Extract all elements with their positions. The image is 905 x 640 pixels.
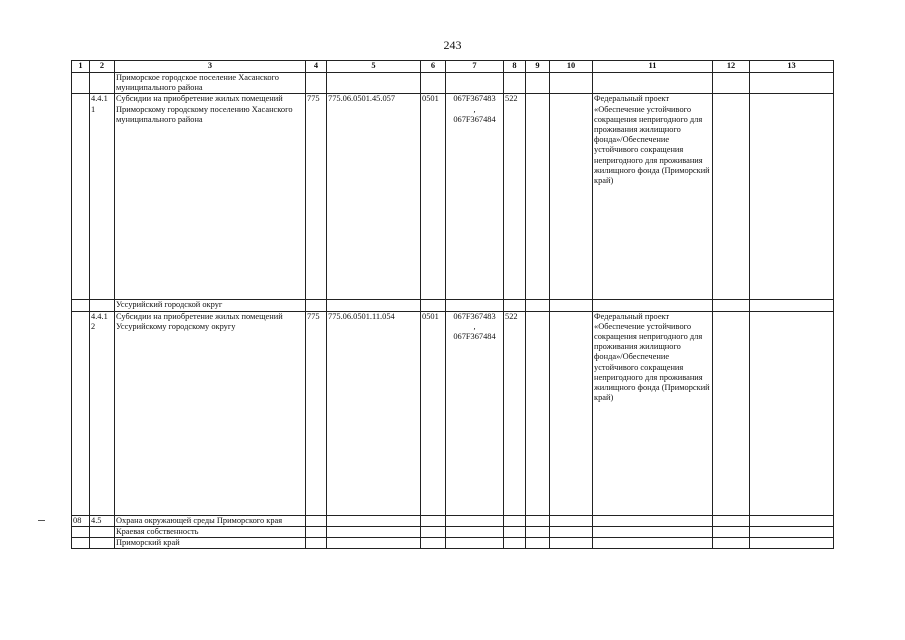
table-cell — [90, 300, 115, 311]
table-cell — [327, 538, 421, 549]
table-cell — [72, 311, 90, 515]
table-cell — [750, 311, 834, 515]
table-cell — [504, 300, 526, 311]
header-cell: 8 — [504, 61, 526, 73]
table-cell: 775.06.0501.11.054 — [327, 311, 421, 515]
table-cell — [750, 515, 834, 526]
table-cell — [72, 538, 90, 549]
table-row — [72, 300, 834, 311]
table-cell — [550, 300, 593, 311]
table-cell: Федеральный проект «Обеспечение устойчивого сокращения непригодного для проживания жилищного фонда»/Обеспечение устойчивого сокращения непригодного для проживания жилищного фонда (Приморский край) — [593, 94, 713, 300]
table-cell — [421, 526, 446, 537]
table-cell — [713, 73, 750, 94]
table-cell — [550, 73, 593, 94]
table-cell — [72, 526, 90, 537]
table-cell: 522 — [504, 311, 526, 515]
table-cell — [306, 538, 327, 549]
header-row — [72, 61, 834, 73]
table-cell: 4.4.1 1 — [90, 94, 115, 300]
table-cell — [713, 300, 750, 311]
table-cell — [750, 526, 834, 537]
table-cell: 4.4.1 2 — [90, 311, 115, 515]
table-cell — [90, 73, 115, 94]
table-cell — [593, 538, 713, 549]
table-cell — [327, 73, 421, 94]
table-row — [72, 515, 834, 526]
table-cell — [593, 515, 713, 526]
table-cell — [526, 538, 550, 549]
header-cell: 6 — [421, 61, 446, 73]
table-cell — [713, 538, 750, 549]
table-row — [72, 538, 834, 549]
table-cell: Субсидии на приобретение жилых помещений Уссурийскому городскому округу — [115, 311, 306, 515]
table-row — [72, 526, 834, 537]
table-cell — [327, 515, 421, 526]
table-cell — [421, 73, 446, 94]
table-cell: Федеральный проект «Обеспечение устойчивого сокращения непригодного для проживания жилищного фонда»/Обеспечение устойчивого сокращения непригодного для проживания жилищного фонда (Приморский край) — [593, 311, 713, 515]
header-cell: 5 — [327, 61, 421, 73]
margin-mark — [38, 520, 45, 521]
table-cell — [750, 300, 834, 311]
table-cell: Охрана окружающей среды Приморского края — [115, 515, 306, 526]
table-cell — [327, 526, 421, 537]
page-number: 243 — [443, 38, 462, 52]
table-cell: 0501 — [421, 94, 446, 300]
table-cell — [421, 538, 446, 549]
table-cell: Приморское городское поселение Хасанского муниципального района — [115, 73, 306, 94]
table-cell — [421, 515, 446, 526]
table-cell — [446, 515, 504, 526]
table-cell: 775 — [306, 311, 327, 515]
table-cell — [526, 300, 550, 311]
table-cell — [327, 300, 421, 311]
table-cell — [306, 526, 327, 537]
table-cell — [421, 300, 446, 311]
table-cell: 775 — [306, 94, 327, 300]
table-cell — [504, 538, 526, 549]
table-cell — [504, 515, 526, 526]
table-cell — [550, 526, 593, 537]
table-cell — [306, 515, 327, 526]
table-cell — [550, 311, 593, 515]
table-cell — [446, 300, 504, 311]
table-cell — [750, 538, 834, 549]
header-cell: 1 — [72, 61, 90, 73]
header-cell: 13 — [750, 61, 834, 73]
table-cell — [750, 94, 834, 300]
table-cell — [526, 526, 550, 537]
table-cell — [306, 73, 327, 94]
table-cell — [90, 526, 115, 537]
table-cell — [72, 300, 90, 311]
table-cell — [526, 94, 550, 300]
table-cell — [72, 73, 90, 94]
table-cell: Уссурийский городской округ — [115, 300, 306, 311]
table-cell — [446, 526, 504, 537]
table-cell — [550, 515, 593, 526]
table-cell — [750, 73, 834, 94]
table-cell — [504, 526, 526, 537]
table-cell: Приморский край — [115, 538, 306, 549]
table-cell — [526, 73, 550, 94]
table-cell — [550, 538, 593, 549]
header-cell: 12 — [713, 61, 750, 73]
table-cell: Краевая собственность — [115, 526, 306, 537]
header-cell: 4 — [306, 61, 327, 73]
header-cell: 9 — [526, 61, 550, 73]
table-cell — [550, 94, 593, 300]
header-cell: 3 — [115, 61, 306, 73]
table-cell: 067F367483 , 067F367484 — [446, 311, 504, 515]
header-cell: 11 — [593, 61, 713, 73]
table-cell — [446, 73, 504, 94]
table-cell: Субсидии на приобретение жилых помещений Приморскому городскому поселению Хасанского муниципального района — [115, 94, 306, 300]
table-cell — [713, 515, 750, 526]
table-cell: 08 — [72, 515, 90, 526]
table-cell: 522 — [504, 94, 526, 300]
table-row — [72, 73, 834, 94]
table-cell — [90, 538, 115, 549]
table-cell — [593, 73, 713, 94]
header-cell: 7 — [446, 61, 504, 73]
table-cell — [593, 526, 713, 537]
table-row — [72, 311, 834, 515]
budget-table — [71, 60, 834, 549]
table-cell — [504, 73, 526, 94]
table-cell: 0501 — [421, 311, 446, 515]
table-cell — [713, 526, 750, 537]
table-cell — [446, 538, 504, 549]
header-cell: 2 — [90, 61, 115, 73]
table-cell: 775.06.0501.45.057 — [327, 94, 421, 300]
table-cell: 067F367483 , 067F367484 — [446, 94, 504, 300]
header-cell: 10 — [550, 61, 593, 73]
table-cell — [713, 94, 750, 300]
table-row — [72, 94, 834, 300]
table-cell — [526, 311, 550, 515]
table-cell — [72, 94, 90, 300]
table-cell — [593, 300, 713, 311]
table-cell — [306, 300, 327, 311]
table-cell — [526, 515, 550, 526]
table-cell: 4.5 — [90, 515, 115, 526]
table-cell — [713, 311, 750, 515]
